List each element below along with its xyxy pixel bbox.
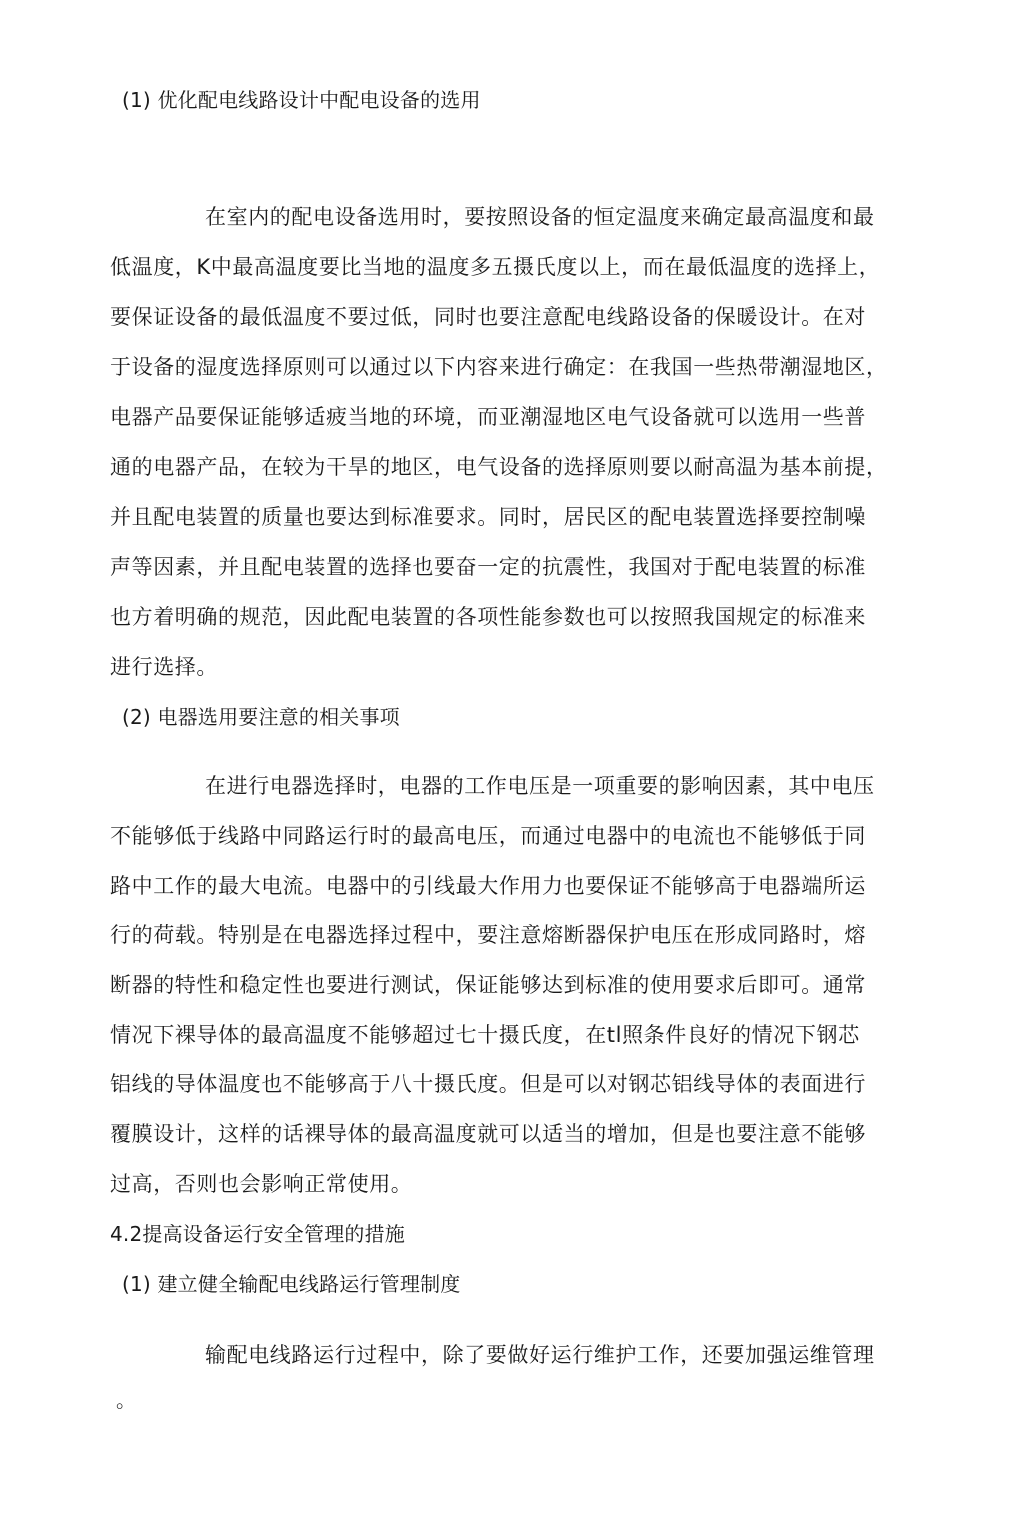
paragraph-1-line-3: 要保证设备的最低温度不要过低，同时也要注意配电线路设备的保暖设计。在对 xyxy=(110,305,866,329)
paragraph-1-line-10: 进行选择。 xyxy=(110,655,218,679)
section-heading-1: (1) 优化配电线路设计中配电设备的选用 xyxy=(122,88,481,112)
trailing-punctuation: 。 xyxy=(116,1388,136,1412)
paragraph-1-line-7: 并且配电装置的质量也要达到标准要求。同时，居民区的配电装置选择要控制噪 xyxy=(110,505,866,529)
section-heading-2: (2) 电器选用要注意的相关事项 xyxy=(122,705,400,729)
paragraph-1-line-8: 声等因素，并且配电装置的选择也要奋一定的抗震性，我国对于配电装置的标准 xyxy=(110,555,866,579)
paragraph-1-line-1: 在室内的配电设备选用时，要按照设备的恒定温度来确定最高温度和最 xyxy=(205,205,875,229)
paragraph-2-line-3: 路中工作的最大电流。电器中的引线最大作用力也要保证不能够高于电器端所运 xyxy=(110,874,866,898)
paragraph-2-line-6: 情况下裸导体的最高温度不能够超过七十摄氏度，在tl照条件良好的情况下钢芯 xyxy=(110,1023,860,1047)
paragraph-2-line-5: 断器的特性和稳定性也要进行测试，保证能够达到标准的使用要求后即可。通常 xyxy=(110,973,866,997)
paragraph-1-line-4: 于设备的湿度选择原则可以通过以下内容来进行确定：在我国一些热带潮湿地区， xyxy=(110,355,888,379)
paragraph-2-line-2: 不能够低于线路中同路运行时的最高电压，而通过电器中的电流也不能够低于同 xyxy=(110,824,866,848)
paragraph-2-line-4: 行的荷载。特别是在电器选择过程中，要注意熔断器保护电压在形成同路时，熔 xyxy=(110,923,866,947)
paragraph-1-line-6: 通的电器产品，在较为干旱的地区，电气设备的选择原则要以耐高温为基本前提， xyxy=(110,455,888,479)
paragraph-2-line-1: 在进行电器选择时，电器的工作电压是一项重要的影响因素，其中电压 xyxy=(205,774,875,798)
paragraph-2-line-9: 过高，否则也会影响正常使用。 xyxy=(110,1172,413,1196)
paragraph-1-line-5: 电器产品要保证能够适疲当地的环境，而亚潮湿地区电气设备就可以选用一些普 xyxy=(110,405,866,429)
paragraph-1-line-9: 也方着明确的规范，因此配电装置的各项性能参数也可以按照我国规定的标准来 xyxy=(110,605,866,629)
section-heading-4: (1) 建立健全输配电线路运行管理制度 xyxy=(122,1272,461,1296)
paragraph-1-line-2: 低温度，K中最高温度要比当地的温度多五摄氏度以上，而在最低温度的选择上， xyxy=(110,255,881,279)
paragraph-3-line-1: 输配电线路运行过程中，除了要做好运行维护工作，还要加强运维管理 xyxy=(205,1343,875,1367)
paragraph-2-line-7: 铝线的导体温度也不能够高于八十摄氏度。但是可以对钢芯铝线导体的表面进行 xyxy=(110,1072,866,1096)
paragraph-2-line-8: 覆膜设计，这样的话裸导体的最高温度就可以适当的增加，但是也要注意不能够 xyxy=(110,1122,866,1146)
section-heading-3: 4.2提高设备运行安全管理的措施 xyxy=(110,1222,406,1246)
